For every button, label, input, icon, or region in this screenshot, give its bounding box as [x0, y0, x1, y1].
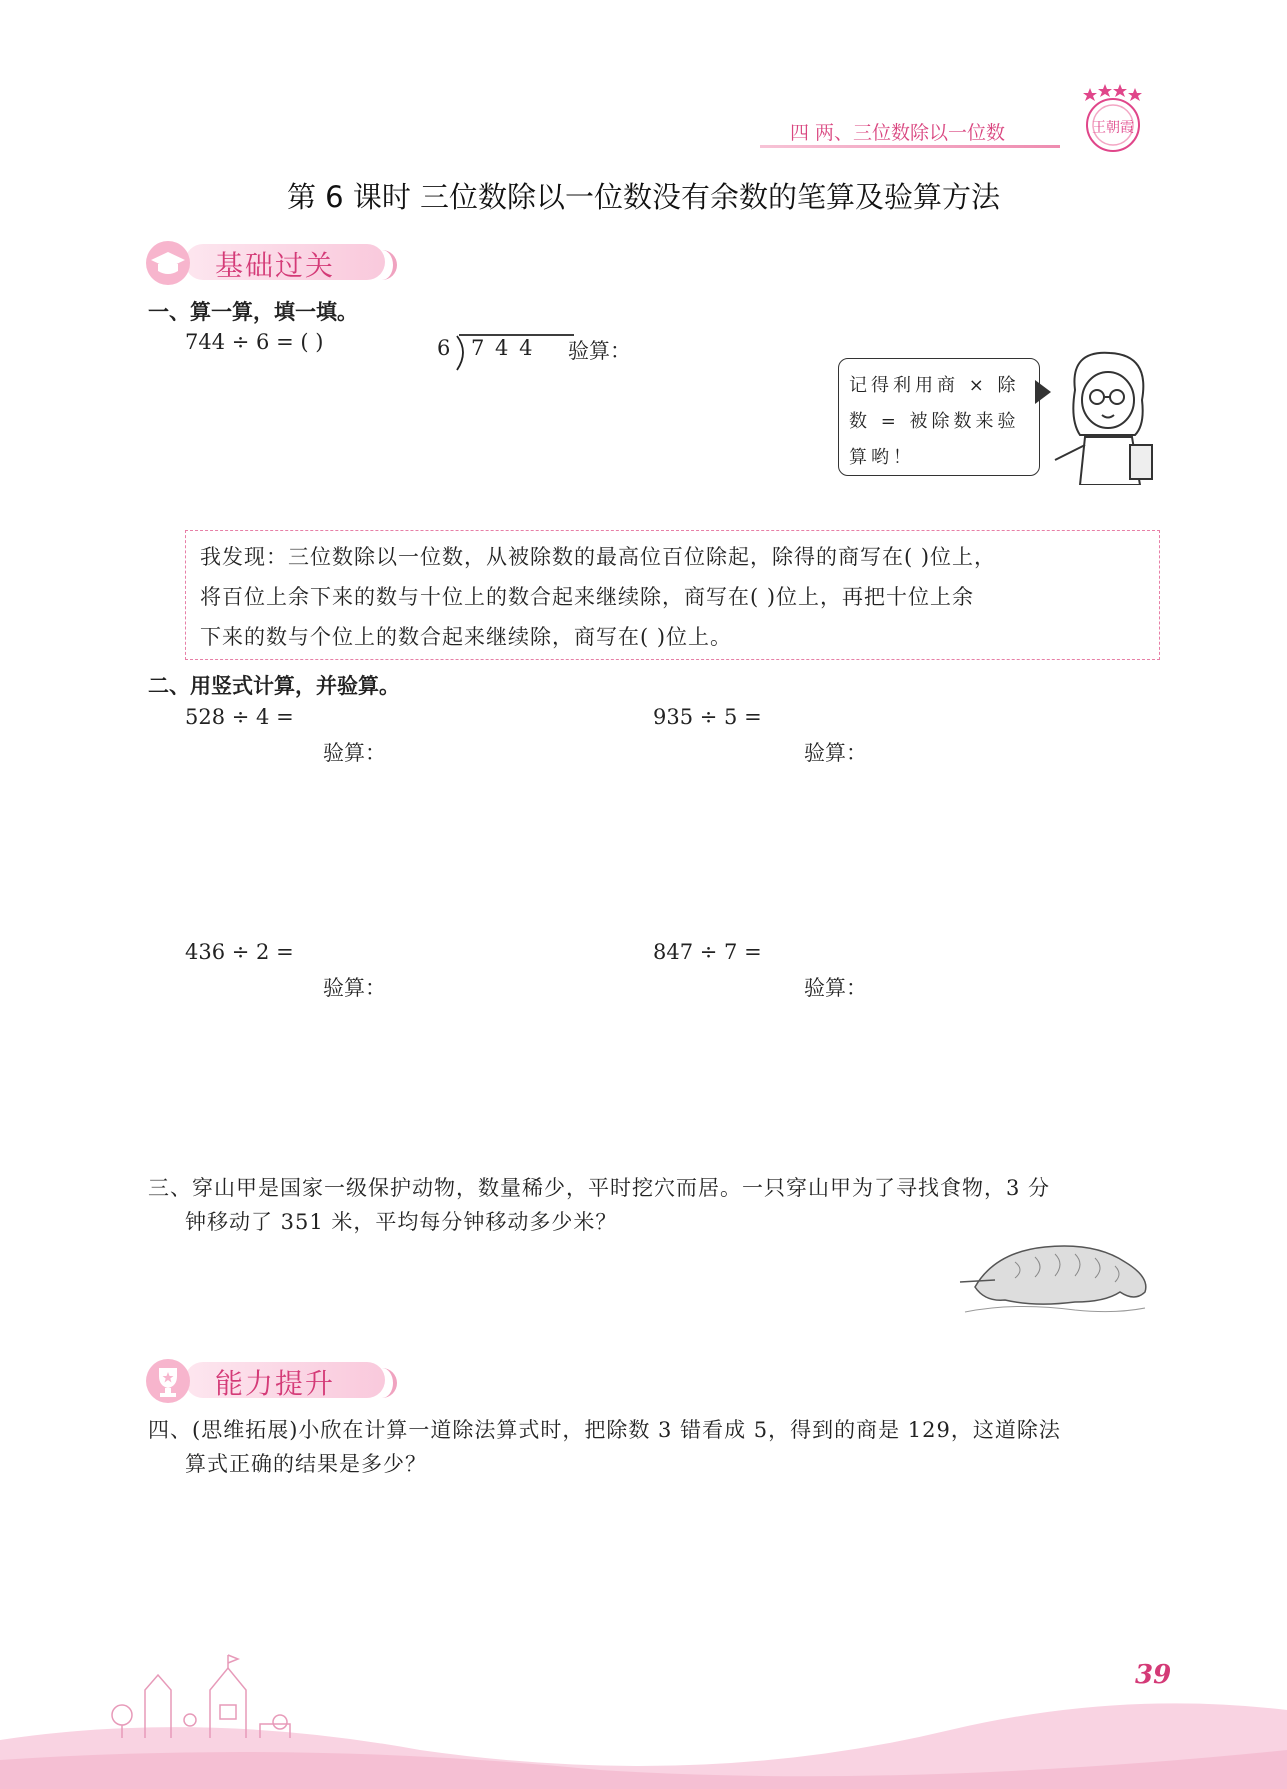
page-number: 39	[1135, 1660, 1172, 1690]
bubble-line-3: 算哟！	[849, 447, 915, 468]
question-2-heading: 二、用竖式计算，并验算。	[148, 674, 400, 698]
svg-text:王朝霞: 王朝霞	[1092, 120, 1134, 136]
q1-check-label: 验算：	[568, 339, 631, 363]
page-title: 第 6 课时 三位数除以一位数没有余数的笔算及验算方法	[286, 180, 1001, 214]
banner-label: 能力提升	[215, 1367, 336, 1400]
discovery-line-3: 下来的数与个位上的数合起来继续除，商写在( )位上。	[200, 625, 733, 649]
banner-label: 基础过关	[215, 249, 336, 282]
discovery-line-1: 我发现：三位数除以一位数，从被除数的最高位百位除起，除得的商写在( )位上，	[200, 545, 997, 569]
discovery-line-2: 将百位上余下来的数与十位上的数合起来继续除，商写在( )位上，再把十位上余	[200, 585, 975, 609]
q2-item-3-check: 验算：	[323, 976, 386, 1000]
question-4-line-2: 算式正确的结果是多少？	[185, 1452, 427, 1476]
trophy-icon	[145, 1358, 191, 1404]
q1-expression: 744 ÷ 6 = ( )	[185, 330, 324, 354]
bubble-tail	[1035, 380, 1051, 404]
section-banner-advanced	[145, 1358, 395, 1402]
question-1-heading: 一、算一算，填一填。	[148, 300, 358, 324]
brand-logo	[1070, 80, 1160, 155]
q2-item-2-expr: 935 ÷ 5 =	[653, 705, 762, 729]
division-divisor: 6	[437, 336, 451, 360]
tip-bubble	[838, 358, 1040, 476]
teacher-illustration	[1050, 345, 1160, 485]
graduation-cap-icon	[145, 240, 191, 286]
bubble-line-1: 记得利用商 × 除	[849, 375, 1020, 396]
banner-tail	[373, 250, 397, 280]
q2-item-2-check: 验算：	[804, 741, 867, 765]
banner-tail	[373, 1368, 397, 1398]
q2-item-3-expr: 436 ÷ 2 =	[185, 940, 294, 964]
bubble-line-2: 数 = 被除数来验	[849, 411, 1020, 432]
castle-decoration	[100, 1650, 340, 1740]
division-dividend: 7 4 4	[471, 336, 535, 360]
chapter-header: 四 两、三位数除以一位数	[790, 122, 1006, 144]
q2-item-4-check: 验算：	[804, 976, 867, 1000]
q2-item-1-expr: 528 ÷ 4 =	[185, 705, 294, 729]
q2-item-4-expr: 847 ÷ 7 =	[653, 940, 762, 964]
header-divider	[760, 145, 1060, 148]
question-3-line-2: 钟移动了 351 米，平均每分钟移动多少米？	[185, 1210, 618, 1234]
question-3-line-1: 三、穿山甲是国家一级保护动物，数量稀少，平时挖穴而居。一只穿山甲为了寻找食物，3 分	[148, 1176, 1051, 1200]
section-banner-basic	[145, 240, 395, 284]
question-4-line-1: 四、(思维拓展)小欣在计算一道除法算式时，把除数 3 错看成 5，得到的商是 129，这道除法	[148, 1418, 1061, 1442]
discovery-box	[185, 530, 1160, 660]
pangolin-illustration	[955, 1232, 1155, 1320]
q2-item-1-check: 验算：	[323, 741, 386, 765]
